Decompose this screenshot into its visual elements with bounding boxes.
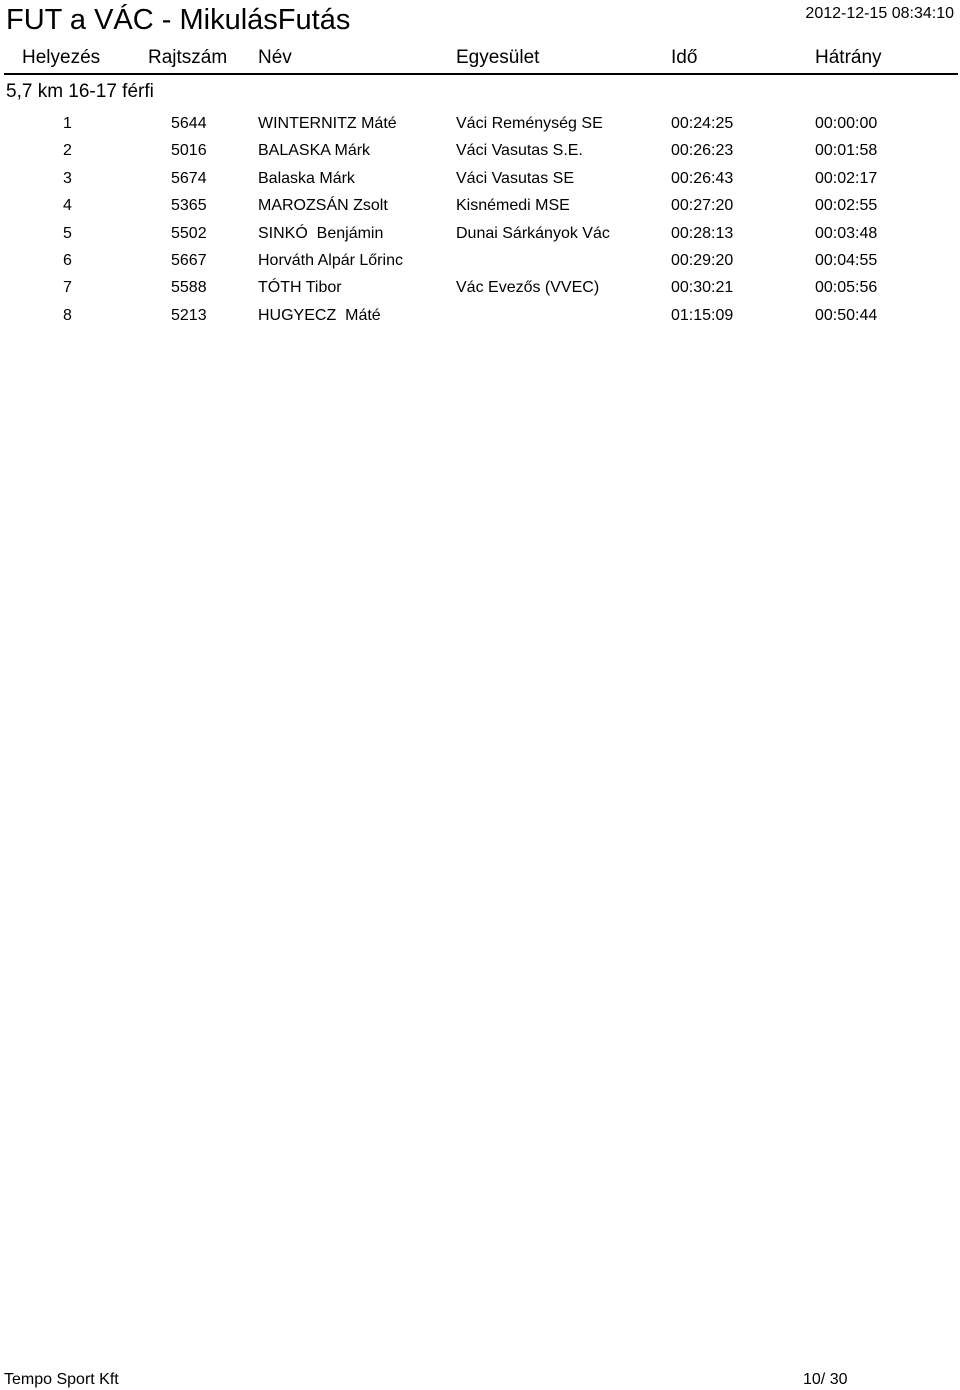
cell-time: 00:24:25 <box>671 115 734 132</box>
cell-time: 00:30:21 <box>671 279 734 297</box>
cell-club: Kisnémedi MSE <box>456 197 570 215</box>
category-heading: 5,7 km 16-17 férfi <box>6 81 154 102</box>
cell-bib: 5674 <box>171 169 207 187</box>
table-row <box>0 247 960 274</box>
cell-name: WINTERNITZ Máté <box>258 115 397 132</box>
cell-bib: 5016 <box>171 142 207 160</box>
column-header-gap: Hátrány <box>815 47 882 68</box>
cell-gap: 00:04:55 <box>815 251 878 269</box>
cell-time: 00:26:23 <box>671 142 734 160</box>
cell-rank: 3 <box>63 169 72 187</box>
footer-company: Tempo Sport Kft <box>4 1371 119 1388</box>
cell-bib: 5588 <box>171 279 207 297</box>
print-timestamp: 2012-12-15 08:34:10 <box>805 5 954 22</box>
cell-bib: 5667 <box>171 251 207 269</box>
cell-bib: 5502 <box>171 224 207 242</box>
cell-rank: 6 <box>63 251 72 269</box>
column-header-club: Egyesület <box>456 47 540 68</box>
cell-name: Horváth Alpár Lőrinc <box>258 251 403 269</box>
cell-rank: 4 <box>63 197 72 215</box>
table-row <box>0 220 960 247</box>
cell-rank: 7 <box>63 279 72 297</box>
table-row <box>0 165 960 192</box>
cell-gap: 00:02:55 <box>815 197 878 215</box>
cell-time: 00:26:43 <box>671 169 734 187</box>
cell-rank: 1 <box>63 115 72 132</box>
cell-gap: 00:00:00 <box>815 115 878 132</box>
cell-gap: 00:05:56 <box>815 279 878 297</box>
cell-club: Váci Reménység SE <box>456 115 603 132</box>
cell-name: HUGYECZ Máté <box>258 306 381 324</box>
column-header-time: Idő <box>671 47 698 68</box>
table-row <box>0 192 960 219</box>
cell-time: 01:15:09 <box>671 306 734 324</box>
cell-bib: 5213 <box>171 306 207 324</box>
cell-club: Vác Evezős (VVEC) <box>456 279 600 297</box>
cell-club: Váci Vasutas SE <box>456 169 574 187</box>
column-header-rank: Helyezés <box>22 47 101 68</box>
table-row <box>0 274 960 301</box>
table-row <box>0 137 960 164</box>
footer-page-number: 10/ 30 <box>803 1371 848 1388</box>
cell-time: 00:27:20 <box>671 197 734 215</box>
cell-rank: 2 <box>63 142 72 160</box>
cell-gap: 00:03:48 <box>815 224 878 242</box>
column-header-name: Név <box>258 47 292 68</box>
cell-time: 00:29:20 <box>671 251 734 269</box>
column-header-row <box>0 44 960 72</box>
cell-bib: 5644 <box>171 115 207 132</box>
cell-rank: 5 <box>63 224 72 242</box>
header-divider <box>4 73 958 75</box>
cell-name: SINKÓ Benjámin <box>258 224 384 242</box>
cell-gap: 00:01:58 <box>815 142 878 160</box>
cell-gap: 00:02:17 <box>815 169 878 187</box>
cell-club: Váci Vasutas S.E. <box>456 142 583 160</box>
document-title: FUT a VÁC - MikulásFutás <box>6 4 351 36</box>
column-header-bib: Rajtszám <box>148 47 228 68</box>
cell-name: MAROZSÁN Zsolt <box>258 197 388 215</box>
table-row <box>0 110 960 137</box>
cell-bib: 5365 <box>171 197 207 215</box>
cell-club: Dunai Sárkányok Vác <box>456 224 610 242</box>
table-row <box>0 302 960 329</box>
cell-name: Balaska Márk <box>258 169 355 187</box>
cell-gap: 00:50:44 <box>815 306 878 324</box>
cell-rank: 8 <box>63 306 72 324</box>
results-table <box>0 110 960 329</box>
cell-name: TÓTH Tibor <box>258 279 342 297</box>
cell-name: BALASKA Márk <box>258 142 371 160</box>
cell-time: 00:28:13 <box>671 224 734 242</box>
